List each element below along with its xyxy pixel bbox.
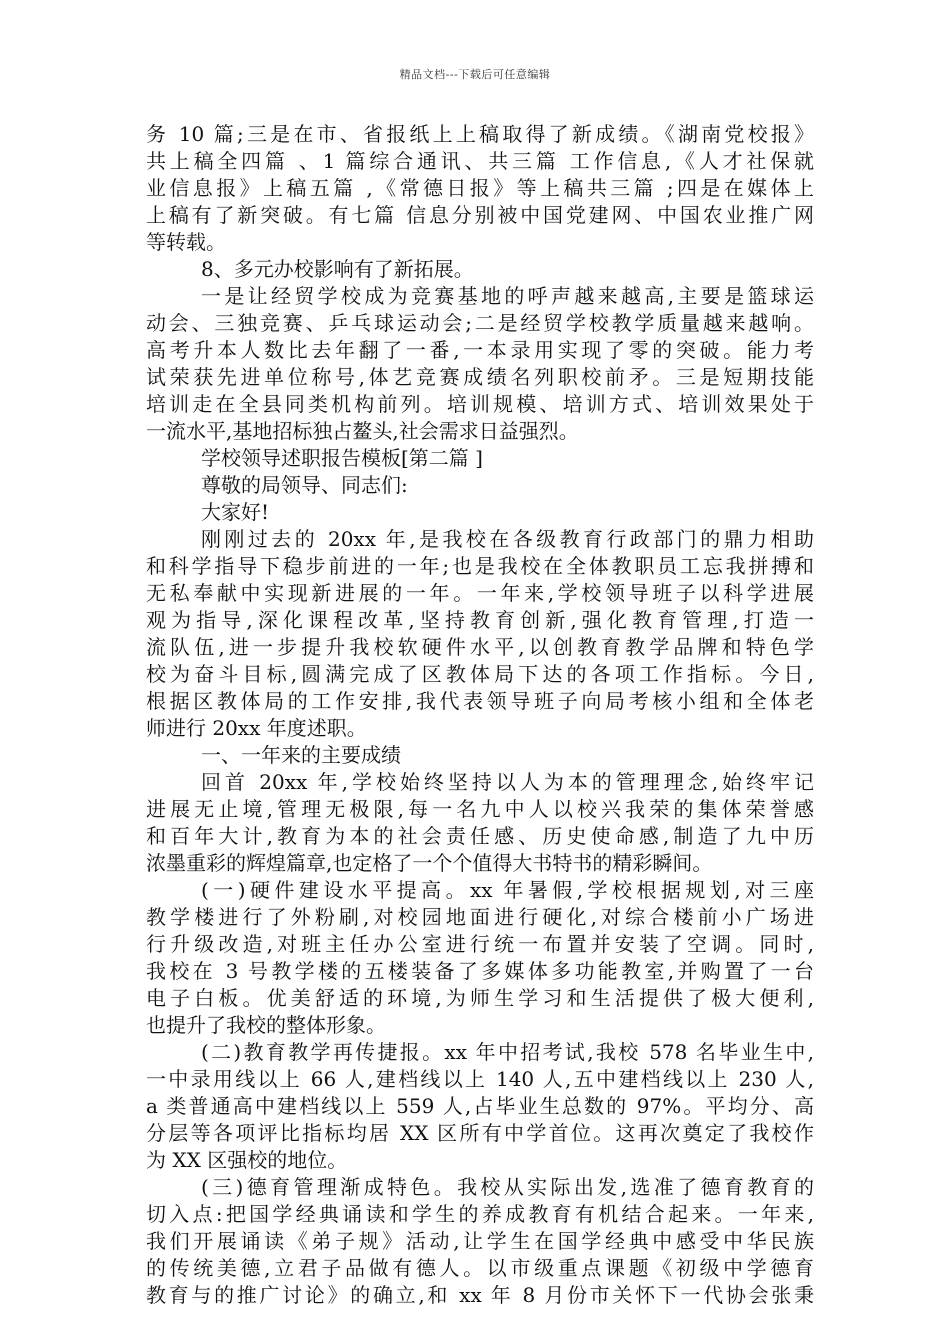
text-line: 和科学指导下稳步前进的一年;也是我校在全体教职员工忘我拼搏和 xyxy=(146,554,814,578)
text-line: 回首 20xx 年,学校始终坚持以人为本的管理理念,始终牢记 xyxy=(201,770,814,794)
text-line: 师进行 20xx 年度述职。 xyxy=(146,716,367,740)
text-line: 切入点:把国学经典诵读和学生的养成教育有机结合起来。一年来, xyxy=(146,1202,814,1226)
text-line: 学校领导述职报告模板[第二篇 ] xyxy=(201,446,483,470)
text-line: 我们开展诵读《弟子规》活动,让学生在国学经典中感受中华民族 xyxy=(146,1229,814,1253)
text-line: 刚刚过去的 20xx 年,是我校在各级教育行政部门的鼎力相助 xyxy=(201,527,814,551)
text-line: 校为奋斗目标,圆满完成了区教体局下达的各项工作指标。今日, xyxy=(146,662,814,686)
text-line: 一流水平,基地招标独占鳌头,社会需求日益强烈。 xyxy=(146,419,579,443)
text-line: 进展无止境,管理无极限,每一名九中人以校兴我荣的集体荣誉感 xyxy=(146,797,814,821)
text-line: 和百年大计,教育为本的社会责任感、历史使命感,制造了九中历 xyxy=(146,824,814,848)
text-line: 也提升了我校的整体形象。 xyxy=(146,1013,386,1037)
text-line: 分层等各项评比指标均居 XX 区所有中学首位。这再次奠定了我校作 xyxy=(146,1121,814,1145)
text-line: (一)硬件建设水平提高。xx 年暑假,学校根据规划,对三座 xyxy=(201,878,814,902)
text-line: 行升级改造,对班主任办公室进行统一布置并安装了空调。同时, xyxy=(146,932,814,956)
text-line: 业信息报》上稿五篇 ,《常德日报》等上稿共三篇 ;四是在媒体上 xyxy=(146,176,814,200)
text-line: 流队伍,进一步提升我校软硬件水平,以创教育教学品牌和特色学 xyxy=(146,635,814,659)
text-line: 电子白板。优美舒适的环境,为师生学习和生活提供了极大便利, xyxy=(146,986,814,1010)
text-line: 尊敬的局领导、同志们: xyxy=(201,473,408,497)
text-line: 观为指导,深化课程改革,坚持教育创新,强化教育管理,打造一 xyxy=(146,608,814,632)
text-line: 无私奉献中实现新进展的一年。一年来,学校领导班子以科学进展 xyxy=(146,581,814,605)
text-line: 高考升本人数比去年翻了一番,一本录用实现了零的突破。能力考 xyxy=(146,338,814,362)
document-body xyxy=(146,121,814,1309)
text-line: 8、多元办校影响有了新拓展。 xyxy=(201,257,474,281)
text-line: 为 XX 区强校的地位。 xyxy=(146,1148,348,1172)
text-line: 动会、三独竞赛、乒乓球运动会;二是经贸学校教学质量越来越响。 xyxy=(146,311,814,335)
text-line: 的传统美德,立君子品做有德人。以市级重点课题《初级中学德育 xyxy=(146,1256,814,1280)
text-line: 培训走在全县同类机构前列。培训规模、培训方式、培训效果处于 xyxy=(146,392,814,416)
text-line: 一、一年来的主要成绩 xyxy=(201,743,401,767)
text-line: a 类普通高中建档线以上 559 人,占毕业生总数的 97%。平均分、高 xyxy=(146,1094,814,1118)
text-line: (二)教育教学再传捷报。xx 年中招考试,我校 578 名毕业生中, xyxy=(201,1040,814,1064)
text-line: 教学楼进行了外粉刷,对校园地面进行硬化,对综合楼前小广场进 xyxy=(146,905,814,929)
text-line: 等转载。 xyxy=(146,230,226,254)
text-line: 教育与的推广讨论》的确立,和 xx 年 8 月份市关怀下一代协会张秉 xyxy=(146,1283,814,1307)
text-line: 共上稿全四篇 、1 篇综合通讯、共三篇 工作信息,《人才社保就 xyxy=(146,149,814,173)
text-line: 一中录用线以上 66 人,建档线以上 140 人,五中建档线以上 230 人, xyxy=(146,1067,814,1091)
text-line: 务 10 篇;三是在市、省报纸上上稿取得了新成绩。《湖南党校报》 xyxy=(146,122,814,146)
text-line: 我校在 3 号教学楼的五楼装备了多媒体多功能教室,并购置了一台 xyxy=(146,959,814,983)
text-line: 上稿有了新突破。有七篇 信息分别被中国党建网、中国农业推广网 xyxy=(146,203,814,227)
text-line: 试荣获先进单位称号,体艺竞赛成绩名列职校前矛。三是短期技能 xyxy=(146,365,814,389)
text-line: 根据区教体局的工作安排,我代表领导班子向局考核小组和全体老 xyxy=(146,689,814,713)
text-line: 一是让经贸学校成为竞赛基地的呼声越来越高,主要是篮球运 xyxy=(201,284,814,308)
text-line: (三)德育管理渐成特色。我校从实际出发,选准了德育教育的 xyxy=(201,1175,814,1199)
text-line: 浓墨重彩的辉煌篇章,也定格了一个个值得大书特书的精彩瞬间。 xyxy=(146,851,713,875)
text-line: 大家好! xyxy=(201,500,270,524)
page-header: 精品文档---下载后可任意编辑 xyxy=(399,68,551,81)
